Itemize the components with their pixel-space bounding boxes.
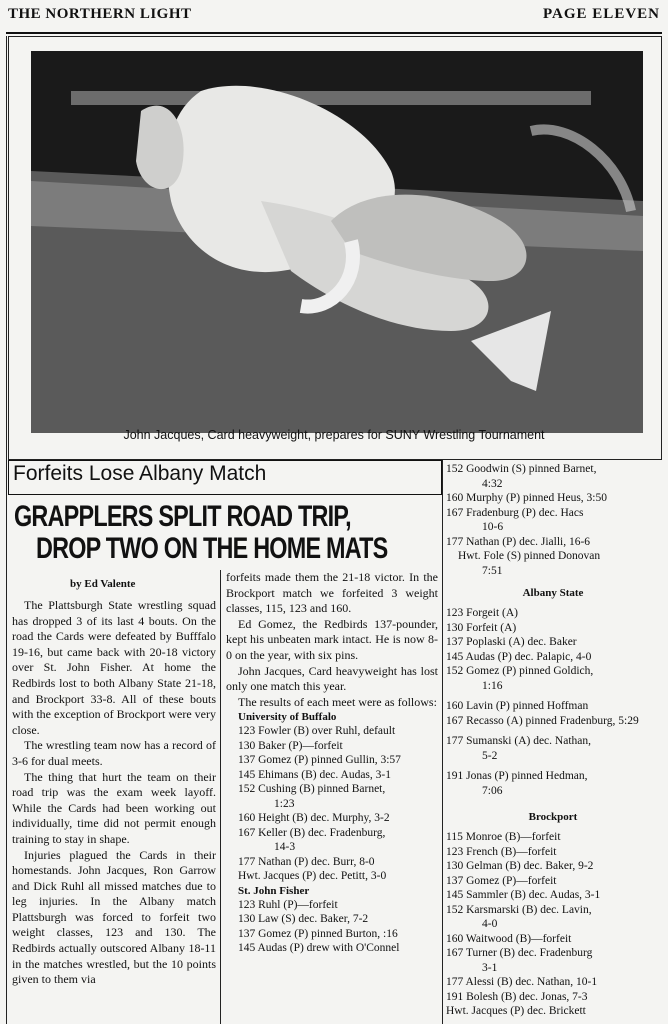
result-line: 167 Recasso (A) pinned Fradenburg, 5:29: [446, 714, 639, 727]
result-line: 7:51: [482, 564, 503, 577]
wrestler-photo: [31, 51, 643, 433]
column-rule-right: [442, 460, 443, 1024]
result-line: Hwt. Fole (S) pinned Donovan: [458, 550, 601, 562]
result-line: 145 Audas (P) dec. Palapic, 4-0: [446, 650, 592, 663]
result-line: 191 Bolesh (B) dec. Jonas, 7-3: [446, 990, 588, 1003]
result-line: 137 Poplaski (A) dec. Baker: [446, 636, 577, 648]
masthead: [8, 6, 660, 28]
result-line: 152 Goodwin (S) pinned Barnet,: [446, 463, 597, 475]
result-line: 1:23: [274, 797, 295, 810]
paragraph: Ed Gomez, the Redbirds 137-pounder, kept his unbeaten mark intact. He is now 8-0 on the year, with six pins.: [226, 616, 438, 662]
result-line: 145 Audas (P) drew with O'Connel: [238, 942, 400, 955]
result-line: 5-2: [482, 749, 498, 762]
result-line: 137 Gomez (P) pinned Gullin, 3:57: [238, 754, 401, 767]
masthead-rule: [6, 32, 662, 34]
result-line: 130 Forfeit (A): [446, 621, 517, 634]
result-line: 191 Jonas (P) pinned Hedman,: [446, 770, 588, 782]
result-line: 160 Waitwood (B)—forfeit: [446, 932, 572, 945]
result-line: 160 Lavin (P) pinned Hoffman: [446, 700, 589, 712]
result-line: 177 Alessi (B) dec. Nathan, 10-1: [446, 976, 598, 988]
kicker-box: [8, 460, 442, 495]
wrestler-photo-image: [31, 51, 643, 433]
result-line: 177 Sumanski (A) dec. Nathan,: [446, 735, 591, 747]
result-line: 3-1: [482, 961, 498, 974]
result-line: 14-3: [274, 841, 296, 854]
result-line: 4-0: [482, 918, 498, 930]
photo-frame: [8, 36, 662, 460]
result-line: 1:16: [482, 679, 503, 692]
headline-line-2: DROP TWO ON THE HOME MATS: [36, 532, 388, 565]
headline-line-1: GRAPPLERS SPLIT ROAD TRIP,: [14, 500, 351, 533]
result-line: 123 Forgeit (A): [446, 607, 518, 619]
result-line: 115 Monroe (B)—forfeit: [446, 831, 561, 843]
result-line: 152 Gomez (P) pinned Goldich,: [446, 665, 594, 677]
results-heading-buffalo: University of Buffalo: [238, 711, 337, 724]
result-line: 130 Baker (P)—forfeit: [238, 739, 343, 752]
results-heading-brockport: Brockport: [528, 811, 578, 823]
result-line: 167 Turner (B) dec. Fradenburg: [446, 947, 593, 959]
result-line: 123 Ruhl (P)—forfeit: [238, 898, 338, 911]
results-heading-albany: Albany State: [522, 587, 584, 599]
result-line: Hwt. Jacques (P) dec. Brickett: [446, 1005, 586, 1017]
result-line: 123 French (B)—forfeit: [446, 845, 557, 858]
result-line: 123 Fowler (B) over Ruhl, default: [238, 725, 396, 738]
result-line: 152 Cushing (B) pinned Barnet,: [238, 783, 386, 796]
result-line: 7:06: [482, 784, 503, 797]
column-rule-middle: [220, 570, 221, 1024]
paragraph: John Jacques, Card heavyweight has lost only one match this year.: [226, 663, 438, 694]
result-line: 145 Sammler (B) dec. Audas, 3-1: [446, 889, 601, 901]
article-kicker: Forfeits Lose Albany Match: [13, 462, 267, 485]
paragraph: The Plattsburgh State wrestling squad has dropped 3 of its last 4 bouts. On the road the Cards were defeated by Bufffalo 19-16, but came back with 20-18 victory over St. John Fisher. At home the Redbirds lost to both Albany State 21-18, and Brockport 33-8. All of these bouts with the exception of Brockport were very close.: [12, 598, 216, 737]
result-line: 10-6: [482, 521, 504, 533]
page-number: PAGE ELEVEN: [543, 6, 660, 22]
result-line: 177 Nathan (P) dec. Jialli, 16-6: [446, 535, 591, 548]
article-column-2: [226, 570, 438, 956]
result-line: 130 Gelman (B) dec. Baker, 9-2: [446, 860, 594, 872]
results-heading-fisher: St. John Fisher: [238, 884, 310, 897]
results-column-3: [446, 462, 660, 1019]
result-line: 160 Murphy (P) pinned Heus, 3:50: [446, 492, 607, 504]
result-line: 160 Height (B) dec. Murphy, 3-2: [238, 812, 390, 825]
byline: by Ed Valente: [70, 578, 136, 590]
result-line: 4:32: [482, 477, 503, 490]
left-border-rule: [6, 36, 7, 1024]
paragraph: Injuries plagued the Cards in their homestands. John Jacques, Ron Garrow and Dick Ruhl all missed matches due to leg injuries. In the Albany match Plattsburgh was forced to forfeit two weight classes, 123 and 130. The Redbirds actually outscored Albany 18-11 in the matches wrestled, but the 10 points given to them via: [12, 847, 216, 987]
result-line: 167 Keller (B) dec. Fradenburg,: [238, 826, 386, 839]
paragraph: The results of each meet were as follows:: [238, 694, 437, 709]
result-line: 145 Ehimans (B) dec. Audas, 3-1: [238, 768, 391, 781]
result-line: 177 Nathan (P) dec. Burr, 8-0: [238, 855, 375, 868]
result-line: 167 Fradenburg (P) dec. Hacs: [446, 506, 584, 519]
newspaper-name: THE NORTHERN LIGHT: [8, 6, 192, 22]
result-line: 130 Law (S) dec. Baker, 7-2: [238, 913, 369, 926]
result-line: Hwt. Jacques (P) dec. Petitt, 3-0: [238, 870, 387, 883]
article-column-1: [12, 598, 216, 988]
photo-caption: John Jacques, Card heavyweight, prepares for SUNY Wrestling Tournament: [123, 428, 545, 442]
result-line: 137 Gomez (P)—forfeit: [446, 874, 557, 887]
paragraph: The thing that hurt the team on their road trip was the exam week layoff. While the Cards had been working out individually, time did not permit enough training to stay in shape.: [12, 769, 216, 846]
result-line: 152 Karsmarski (B) dec. Lavin,: [446, 903, 592, 916]
result-line: 137 Gomez (P) pinned Burton, :16: [238, 927, 398, 940]
paragraph: The wrestling team now has a record of 3-6 for dual meets.: [12, 738, 216, 768]
paragraph: forfeits made them the 21-18 victor. In the Brockport match we forfeited 3 weight classes, 115, 123 and 160.: [226, 570, 438, 616]
